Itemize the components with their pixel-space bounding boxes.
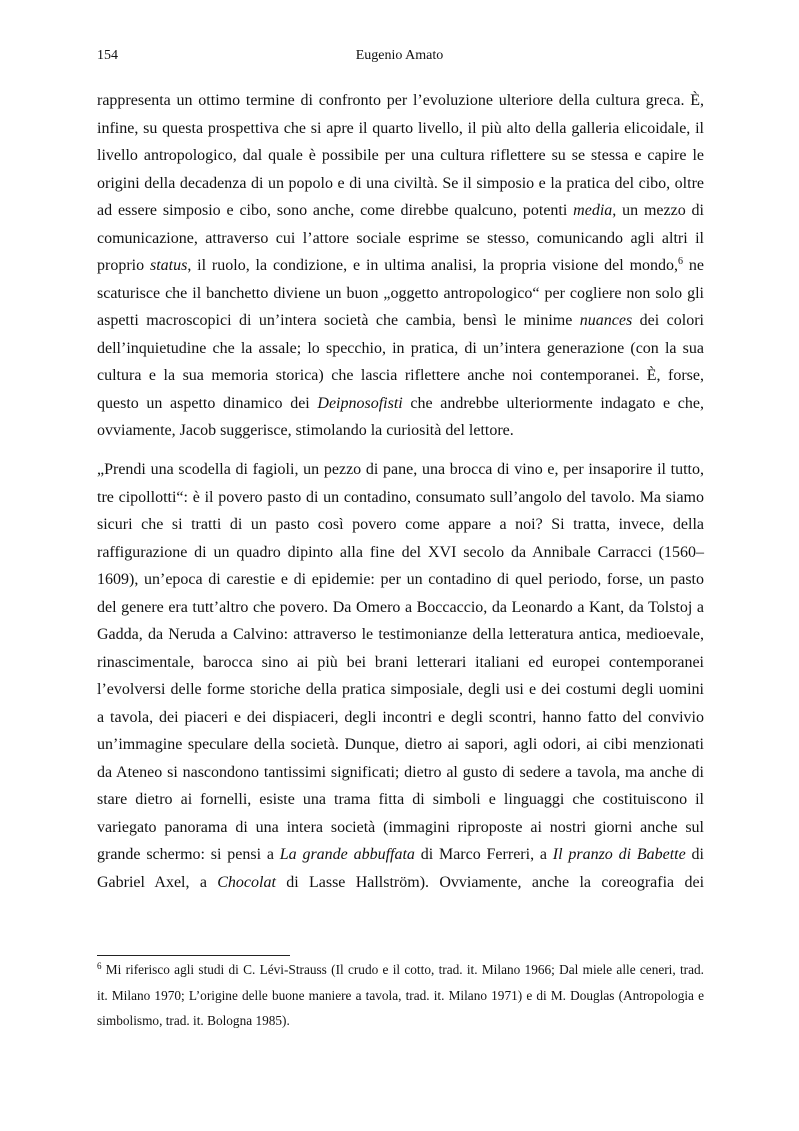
text-segment: di Lasse Hallström). Ovviamente, anche la coreografia dei — [275, 873, 705, 891]
text-segment: a tavola, dei piaceri e dei dispiaceri, degli incontri e degli scontri, hanno fatto del convivio — [97, 708, 704, 726]
text-line — [97, 649, 704, 677]
text-segment: aspetti macroscopici di un’intera società che cambia, bensì le minime — [97, 312, 580, 329]
italic-text: media — [573, 202, 613, 219]
text-line — [97, 704, 704, 732]
text-segment: dei colori — [632, 312, 705, 329]
text-segment: rappresenta un ottimo termine di confronto per l’evoluzione ulteriore della cultura greca. È, — [97, 92, 704, 109]
italic-text: La grande abbuffata — [279, 846, 415, 863]
text-line — [97, 87, 704, 115]
text-segment: questo un aspetto dinamico dei — [97, 394, 318, 412]
text-line — [97, 390, 704, 418]
text-segment: cultura e la sua memoria storica) che lascia riflettere anche noi contemporanei. È, forse, — [97, 367, 704, 384]
text-segment: dell’inquietudine che la assale; lo specchio, in pratica, di un’intera generazione (con la sua — [97, 339, 704, 357]
text-segment: infine, su questa prospettiva che si apre il quarto livello, il più alto della galleria elicoidale, il — [97, 119, 704, 137]
text-segment: ad essere simposio e cibo, sono anche, come direbbe qualcuno, potenti — [97, 202, 574, 219]
footnote-marker: 6 — [97, 961, 102, 971]
text-segment: Mi riferisco agli studi di C. Lévi-Strauss (Il crudo e il cotto, trad. it. Milano 1966; Dal miele alle ceneri, trad. — [101, 962, 704, 977]
text-segment: scaturisce che il banchetto diviene un buon „oggetto antropologico“ per cogliere non solo gli — [97, 284, 704, 302]
text-segment: proprio — [97, 257, 150, 274]
text-line — [97, 731, 704, 759]
text-line — [97, 814, 704, 842]
text-line — [97, 115, 704, 143]
text-line — [97, 484, 704, 512]
text-line — [97, 142, 704, 170]
text-line — [97, 511, 704, 539]
text-line — [97, 252, 704, 280]
text-segment: Gadda, da Neruda a Calvino: attraverso le testimonianze della letteratura antica, medioevale, — [97, 626, 704, 643]
text-line — [97, 566, 704, 594]
italic-text: status — [149, 257, 188, 274]
text-segment: sicuri che si tratti di un pasto così povero come appare a noi? Si tratta, invece, della — [97, 516, 704, 533]
italic-text: nuances — [579, 312, 633, 329]
paragraph — [97, 87, 704, 445]
text-line — [97, 362, 704, 390]
text-line — [97, 983, 704, 1009]
text-segment: da Ateneo si nascondono tantissimi significati; dietro al gusto di sedere a tavola, ma anche di — [97, 763, 704, 781]
text-segment: livello antropologico, dal quale è possibile per una cultura riflettere su se stessa e capire le — [97, 147, 704, 164]
text-line — [97, 841, 704, 869]
text-segment: stare dietro ai fornelli, esiste una trama fitta di simboli e linguaggi che costituiscono il — [97, 791, 704, 808]
text-line — [97, 280, 704, 308]
text-line — [97, 417, 704, 445]
text-line — [97, 786, 704, 814]
text-line — [97, 170, 704, 198]
text-segment: del genere era tutt’altro che povero. Da Omero a Boccaccio, da Leonardo a Kant, da Tolstoj a — [97, 598, 704, 616]
footnote-separator — [97, 955, 290, 956]
text-segment: rinascimentale, barocca sino ai più bei brani letterari italiani ed europei contemporanei — [97, 653, 704, 671]
text-segment: simbolismo, trad. it. Bologna 1985). — [97, 1013, 290, 1028]
text-segment: tre cipollotti“: è il povero pasto di un contadino, consumato sull’angolo del tavolo. Ma siamo — [97, 488, 704, 506]
text-line — [97, 869, 704, 897]
text-segment: ne — [683, 257, 705, 274]
text-segment: , un mezzo di — [612, 202, 704, 219]
paragraph — [97, 456, 704, 896]
text-line — [97, 759, 704, 787]
running-title: Eugenio Amato — [355, 48, 444, 63]
text-segment: grande schermo: si pensi a — [97, 846, 280, 863]
text-line — [97, 621, 704, 649]
text-line — [97, 1008, 704, 1034]
text-segment: comunicazione, attraverso cui l’attore sociale esprime se stesso, comunicando agli altri il — [97, 229, 704, 247]
text-segment: di Marco Ferreri, a — [414, 846, 553, 863]
text-segment: 1609), un’epoca di carestie e di epidemie: per un contadino di quel periodo, forse, un pasto — [97, 571, 704, 588]
italic-text: Il pranzo di Babette — [552, 846, 686, 863]
text-segment: variegato panorama di una intera società (immagini riproposte ai nostri giorni anche sul — [97, 818, 704, 836]
text-line — [97, 594, 704, 622]
italic-text: Deipnosofisti — [317, 394, 403, 412]
text-segment: Gabriel Axel, a — [97, 873, 218, 891]
italic-text: Chocolat — [217, 873, 276, 891]
text-line — [97, 225, 704, 253]
text-segment: di — [685, 846, 704, 863]
text-segment: ovviamente, Jacob suggerisce, stimolando la curiosità del lettore. — [97, 422, 514, 439]
text-segment: un’immagine speculare della società. Dunque, dietro ai sapori, agli odori, ai cibi menzionati — [97, 736, 704, 753]
text-segment: l’evolversi delle forme storiche della pratica simposiale, degli usi e dei costumi degli uomini — [97, 681, 704, 698]
text-line — [97, 676, 704, 704]
text-segment: , il ruolo, la condizione, e in ultima analisi, la propria visione del mondo, — [187, 257, 679, 274]
text-segment: raffigurazione di un quadro dipinto alla fine del XVI secolo da Annibale Carracci (1560– — [97, 543, 704, 561]
text-line — [97, 957, 704, 983]
text-line — [97, 197, 704, 225]
text-line — [97, 307, 704, 335]
footnote-marker: 6 — [678, 256, 684, 267]
text-segment: origini della decadenza di un popolo e di una civiltà. Se il simposio e la pratica del cibo, oltre — [97, 174, 704, 192]
text-segment: „Prendi una scodella di fagioli, un pezzo di pane, una brocca di vino e, per insaporire il tutto, — [97, 461, 704, 478]
text-segment: che andrebbe ulteriormente indagato e che, — [402, 394, 704, 412]
text-line — [97, 456, 704, 484]
text-line — [97, 335, 704, 363]
page-number: 154 — [97, 48, 118, 63]
text-line — [97, 539, 704, 567]
footnote — [97, 957, 704, 1034]
text-segment: it. Milano 1970; L’origine delle buone maniere a tavola, trad. it. Milano 1971) e di M. Douglas (Antropologia e — [97, 987, 704, 1003]
